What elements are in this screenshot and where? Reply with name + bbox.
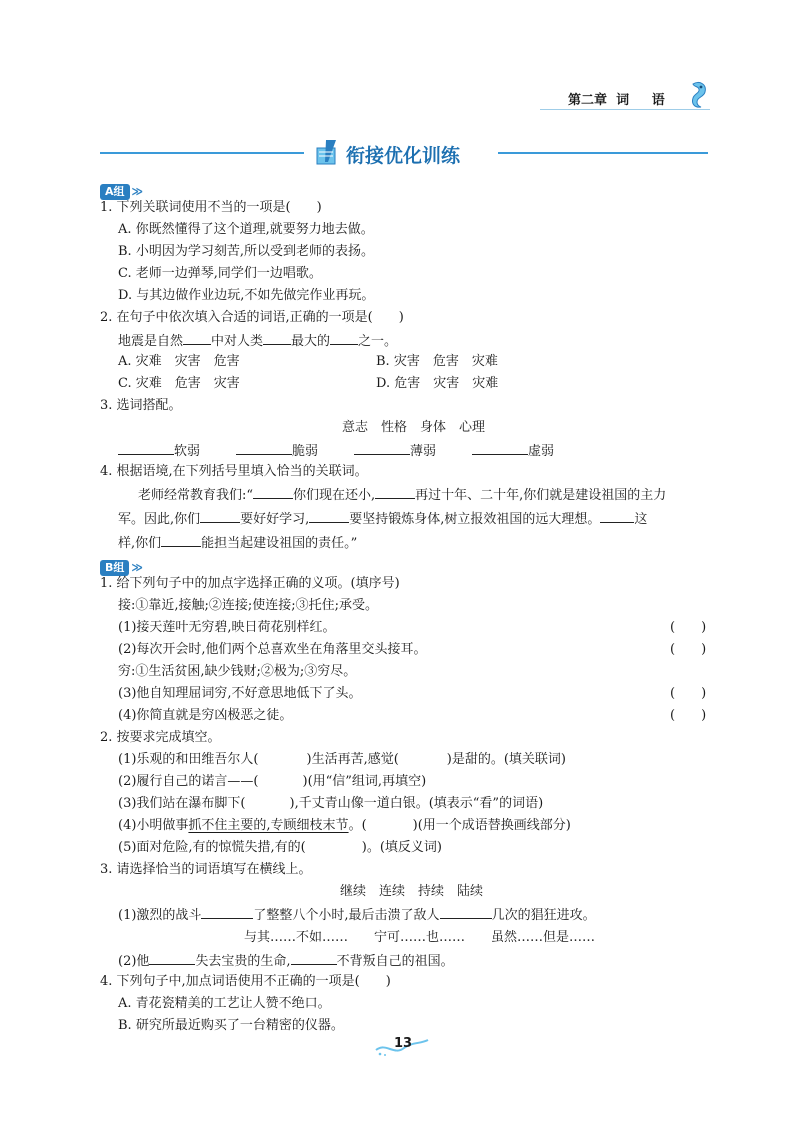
a-q2-s2: 中对人类 [211,334,264,349]
a-q2-opt-d: D. 危害 灾害 灾难 [376,376,499,391]
blank[interactable] [600,510,634,523]
text: 样,你们 [118,536,162,551]
a-q4-stem: 4. 根据语境,在下列括号里填入恰当的关联词。 [100,464,368,479]
blank[interactable] [354,442,410,455]
a-q4-line3 [118,534,357,552]
blank[interactable] [263,332,291,345]
b-q1-p2: ( ) [670,642,707,657]
b-q3-words1: 继续 连续 持续 陆续 [340,884,484,899]
blank[interactable] [291,952,337,965]
a-q2-text: 2. 在句子中依次填入合适的词语,正确的一项是( [100,310,373,325]
double-chevron-icon: ≫ [131,185,144,198]
a-q3-words: 意志 性格 身体 心理 [342,420,486,435]
text: (1)乐观的和田维吾尔人( [118,752,259,767]
text: )(用一个成语替换画线部分) [412,818,571,833]
b-q4-opt-b: B. 研究所最近购买了一台精密的仪器。 [118,1018,344,1033]
a-q1-opt-a: A. 你既然懂得了这个道理,就要努力地去做。 [118,222,374,237]
group-b-badge: B组 [100,560,129,576]
b-q2-i2 [118,774,426,790]
section-title: 衔接优化训练 [346,145,461,167]
text: 这 [634,512,648,527]
blank[interactable] [236,442,292,455]
b-q1-p3: ( ) [670,686,707,701]
a-q3-item: 虚弱 [528,444,555,459]
a-q3-stem: 3. 选词搭配。 [100,398,182,413]
a-q3-item: 薄弱 [410,444,437,459]
text: )。(填反义词) [361,840,442,855]
b-q2-i4 [118,818,571,834]
a-q2-opt-b: B. 灾害 危害 灾难 [376,354,498,369]
blank[interactable] [200,510,240,523]
a-q2-stem [100,310,404,326]
b-q1-p1: ( ) [670,620,707,635]
blank[interactable] [149,952,195,965]
b-q1-s2: (2)每次开会时,他们两个总喜欢坐在角落里交头接耳。 [118,642,427,657]
title-rule-left [100,152,304,154]
b-q2-stem: 2. 按要求完成填空。 [100,730,221,745]
b-q1-p4: ( ) [670,708,707,723]
a-q1-opt-b: B. 小明因为学习刻苦,所以受到老师的表扬。 [118,244,374,259]
group-b-tag [100,556,143,576]
text: 失去宝贵的生命, [195,954,291,969]
b-q4-text: 4. 下列句子中,加点词语使用不正确的一项是( [100,974,360,989]
text: ),千丈青山像一道白银。(填表示“看”的词语) [289,796,544,811]
chapter-header [568,89,665,108]
b-q2-i5 [118,840,442,856]
blank[interactable] [472,442,528,455]
b-q2-i3 [118,796,543,812]
title-rule-right [498,152,708,154]
b-q1-s4: (4)你简直就是穷凶极恶之徒。 [118,708,293,723]
blank[interactable] [253,486,293,499]
underlined-phrase: 抓不住主要的,专顾细枝末节 [188,818,349,833]
a-q2-opt-c: C. 灾难 危害 灾害 [118,376,240,391]
text: (2)履行自己的诺言——( [118,774,259,789]
a-q2-s1: 地震是自然 [118,334,184,349]
group-a-badge: A组 [100,184,130,200]
text: 不背叛自己的祖国。 [336,954,454,969]
pencil-book-icon [314,138,342,168]
a-q1-close: ) [316,200,322,215]
text: 几次的猖狂进攻。 [491,908,596,923]
text: 要坚持锻炼身体,树立报效祖国的远大理想。 [349,512,601,527]
text: (3)我们站在瀑布脚下( [118,796,246,811]
header-rule [540,109,710,110]
a-q2-close: ) [398,310,404,325]
topic-label-2: 语 [651,93,665,108]
a-q1-text: 1. 下列关联词使用不当的一项是( [100,200,291,215]
b-q1-s3: (3)他自知理屈词穷,不好意思地低下了头。 [118,686,362,701]
text: 你们现在还小, [293,488,376,503]
text: (4)小明做事 [118,818,189,833]
a-q2-s3: 最大的 [291,334,331,349]
b-q4-opt-a: A. 青花瓷精美的工艺让人赞不绝口。 [118,996,331,1011]
page-number: 13 [394,1036,413,1051]
topic-label: 词 [616,93,630,108]
text: 军。因此,你们 [118,512,201,527]
a-q4-line1 [138,486,666,504]
text: 能担当起建设祖国的责任。” [201,536,358,551]
a-q2-s4: 之一。 [358,334,398,349]
blank[interactable] [309,510,349,523]
b-q1-stem: 1. 给下列句子中的加点字选择正确的义项。(填序号) [100,576,400,591]
a-q3-item: 脆弱 [292,444,319,459]
seahorse-icon [685,80,711,110]
b-q1-def2: 穷:①生活贫困,缺少钱财;②极为;③穷尽。 [118,664,357,679]
b-q3-stem: 3. 请选择恰当的词语填写在横线上。 [100,862,312,877]
text: )是甜的。(填关联词) [446,752,566,767]
a-q1-opt-d: D. 与其边做作业边玩,不如先做完作业再玩。 [118,288,375,303]
a-q1-opt-c: C. 老师一边弹琴,同学们一边唱歌。 [118,266,322,281]
text: (5)面对危险,有的惊慌失措,有的( [118,840,306,855]
text: 。( [348,818,367,833]
text: (2)他 [118,954,150,969]
text: )生活再苦,感觉( [306,752,399,767]
a-q2-opt-a: A. 灾难 灾害 危害 [118,354,240,369]
blank[interactable] [440,906,492,919]
blank[interactable] [118,442,174,455]
blank[interactable] [183,332,211,345]
a-q3-items [118,442,554,460]
text: (1)激烈的战斗 [118,908,202,923]
blank[interactable] [161,534,201,547]
a-q3-item: 软弱 [174,444,201,459]
text: 要好好学习, [240,512,310,527]
a-q2-sentence [118,332,397,350]
a-q4-line2 [118,510,647,528]
double-chevron-icon: ≫ [131,561,143,574]
group-a-tag [100,180,143,200]
b-q2-i1 [118,752,566,768]
b-q4-stem [100,974,391,990]
blank[interactable] [375,486,415,499]
b-q1-def1: 接:①靠近,接触;②连接;使连接;③托住;承受。 [118,598,379,613]
b-q1-s1: (1)接天莲叶无穷碧,映日荷花别样红。 [118,620,336,635]
blank[interactable] [201,906,253,919]
chapter-label: 第二章 [568,93,608,108]
text: 老师经常教育我们:“ [138,488,254,503]
text: 再过十年、二十年,你们就是建设祖国的主力 [415,488,667,503]
text: 了整整八个小时,最后击溃了敌人 [253,908,440,923]
b-q3-i1 [118,906,596,924]
b-q3-words2: 与其……不如…… 宁可……也…… 虽然……但是…… [244,930,596,945]
a-q1-stem [100,200,322,216]
text: )(用“信”组词,再填空) [302,774,427,789]
blank[interactable] [330,332,358,345]
b-q4-close: ) [385,974,391,989]
b-q3-i2 [118,952,454,970]
